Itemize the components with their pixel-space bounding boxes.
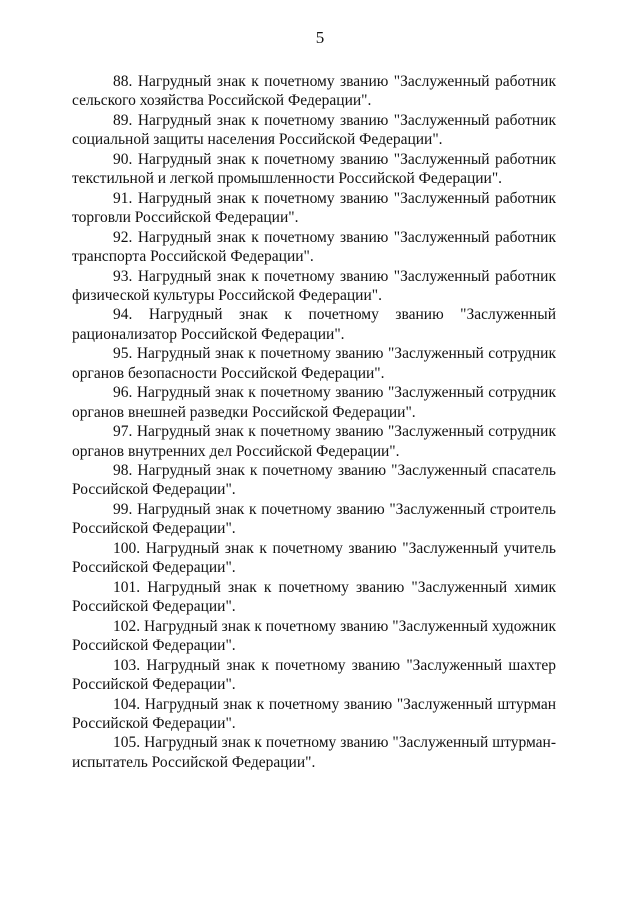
list-item: 92. Нагрудный знак к почетному званию "Заслуженный работник транспорта Российской Федерации". [72,228,556,266]
list-item: 102. Нагрудный знак к почетному званию "Заслуженный художник Российской Федерации". [72,617,556,655]
list-item: 95. Нагрудный знак к почетному званию "Заслуженный сотрудник органов безопасности Российской Федерации". [72,345,556,382]
list-item: 103. Нагрудный знак к почетному званию "Заслуженный шахтер Российской Федерации". [72,656,556,693]
list-item: 101. Нагрудный знак к почетному званию "Заслуженный химик Российской Федерации". [72,578,556,616]
list-item: 96. Нагрудный знак к почетному званию "Заслуженный сотрудник органов внешней разведки Российской Федерации". [72,384,556,421]
list-item: 91. Нагрудный знак к почетному званию "Заслуженный работник торговли Российской Федерации". [72,189,556,227]
list-item: 88. Нагрудный знак к почетному званию "Заслуженный работник сельского хозяйства Российской Федерации". [72,73,556,110]
list-item: 105. Нагрудный знак к почетному званию "Заслуженный штурман-испытатель Российской Федерации". [72,734,556,771]
list-item: 100. Нагрудный знак к почетному званию "Заслуженный учитель Российской Федерации". [72,539,556,577]
list-item: 90. Нагрудный знак к почетному званию "Заслуженный работник текстильной и легкой промышленности Российской Федерации". [72,150,556,188]
list-item: 93. Нагрудный знак к почетному званию "Заслуженный работник физической культуры Российской Федерации". [72,267,556,304]
list-item: 94. Нагрудный знак к почетному званию "Заслуженный рационализатор Российской Федерации". [72,306,556,343]
list-item: 97. Нагрудный знак к почетному званию "Заслуженный сотрудник органов внутренних дел Российской Федерации". [72,423,556,460]
list-item: 89. Нагрудный знак к почетному званию "Заслуженный работник социальной защиты населения Российской Федерации". [72,111,556,149]
list-item: 104. Нагрудный знак к почетному званию "Заслуженный штурман Российской Федерации". [72,695,556,732]
list-item: 98. Нагрудный знак к почетному званию "Заслуженный спасатель Российской Федерации". [72,462,556,499]
list-item: 99. Нагрудный знак к почетному званию "Заслуженный строитель Российской Федерации". [72,500,556,538]
page-number: 5 [315,28,325,47]
award-list [72,72,556,772]
